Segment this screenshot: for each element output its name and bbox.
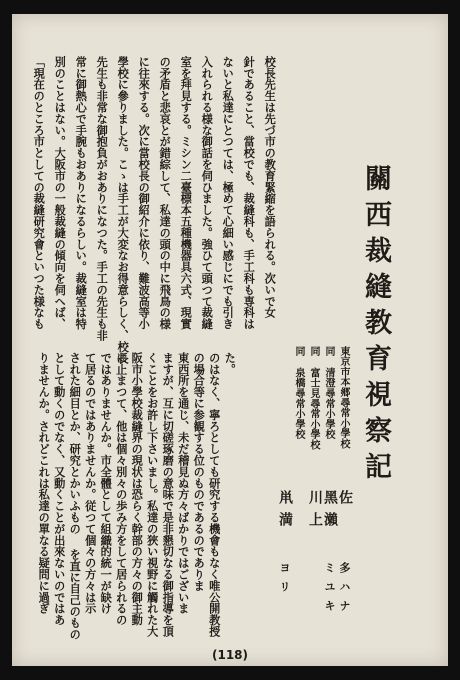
author-affiliation: 同 泉橋尋常小學校 <box>293 346 304 440</box>
author-name-kana: ミユキ <box>323 562 336 619</box>
lower-text-column: に止まつて、他は個々別々の歩み方をして居られるの <box>114 352 129 626</box>
upper-text-column: 室を拜見する。ミシン二臺標本五種機器具六式、現實 <box>179 56 194 330</box>
upper-text-column: 學校に參りました。こゝは手工が大変なお得意らしく、校長 <box>116 56 131 364</box>
author-affiliation: 同 富士見尋常小學校 <box>308 346 319 450</box>
lower-text-column: ではありませんか。市全體として組織的統一が缺け <box>99 352 114 615</box>
lower-text-column: された細目とか、研究とかいふもの を直に自己のもの <box>68 352 83 640</box>
upper-text-column: に往來する。次に當校長の御紹介に依り、難波高等小 <box>137 56 152 330</box>
lower-text-column: くことをお許し下さいまし。私達の狹い視野に觸れた大 <box>145 352 160 637</box>
upper-text-column: 針であること、當校でも、裁縫科も、手工科も専科は <box>242 56 257 330</box>
upper-text-column: の矛盾と悲哀とが錯綜して、私達の頭の中に飛鳥の様 <box>158 56 173 330</box>
upper-text-column: 校長先生は先づ市の教育緊縮を語られる。次いで女 <box>263 56 278 319</box>
lower-text-column: て居るのではありませんか。従つて個々の方々は示 <box>83 352 98 615</box>
author-affiliation: 東京市本郷尋常小學校 <box>338 346 349 449</box>
lower-text-column: ますが、互に切磋琢磨の意味で是非懇切なる御指導を頂 <box>161 352 176 637</box>
article-title: 關西裁縫教育視察記 <box>360 164 391 488</box>
upper-text-column: 別のことはない。大阪市の一般裁縫の傾向を伺へば、 <box>53 56 68 330</box>
lower-text-column: 阪市小學校裁縫界の現状は恐らく幹部の方々の御主動 <box>130 352 145 626</box>
document-page <box>12 14 448 666</box>
upper-text-column: 「現在のところ市としての裁縫研究會といつた様なも <box>32 56 47 330</box>
page-number: (118) <box>211 648 249 662</box>
author-name-kana: ヨリ <box>278 562 291 600</box>
lower-text-column: の場合等に参観する位のものであるのでありま <box>192 352 207 592</box>
upper-text-column: 常に御熱心で手腕もおありになるらしい。裁縫室は特 <box>74 56 89 330</box>
upper-text-column: 先生も非常な御抱負がおありになつた。手工の先生も非 <box>95 56 110 341</box>
author-name: 川上 <box>307 490 323 534</box>
upper-text-column: 入れられる様な御話を伺ひました。強ひて頭つて裁縫 <box>200 56 215 330</box>
lower-text-column: りませんか。されどこれは私達の單なる疑問に過ぎ <box>37 352 52 615</box>
author-name: 黑瀨 <box>322 490 338 534</box>
author-affiliation: 同 清澄尋常小學校 <box>323 346 334 440</box>
upper-text-column: ないと私達にとつては、極めて心細い感じにでも引き <box>221 56 236 330</box>
author-name: 鼡満 <box>277 490 293 534</box>
lower-text-column: 東西所を通じ、未だ稽見ぬ方々ばかりではございま <box>176 352 191 615</box>
lower-text-column: として動くのでなく、又動くことが出來ないのではあ <box>52 352 67 626</box>
author-name-kana: 多ハナ <box>338 562 351 619</box>
author-name: 佐 <box>337 490 353 512</box>
lower-text-column: のはなく、寧ろとしても研究する機會もなく唯公開教授 <box>207 352 222 637</box>
lower-text-column: た。 <box>223 352 238 375</box>
